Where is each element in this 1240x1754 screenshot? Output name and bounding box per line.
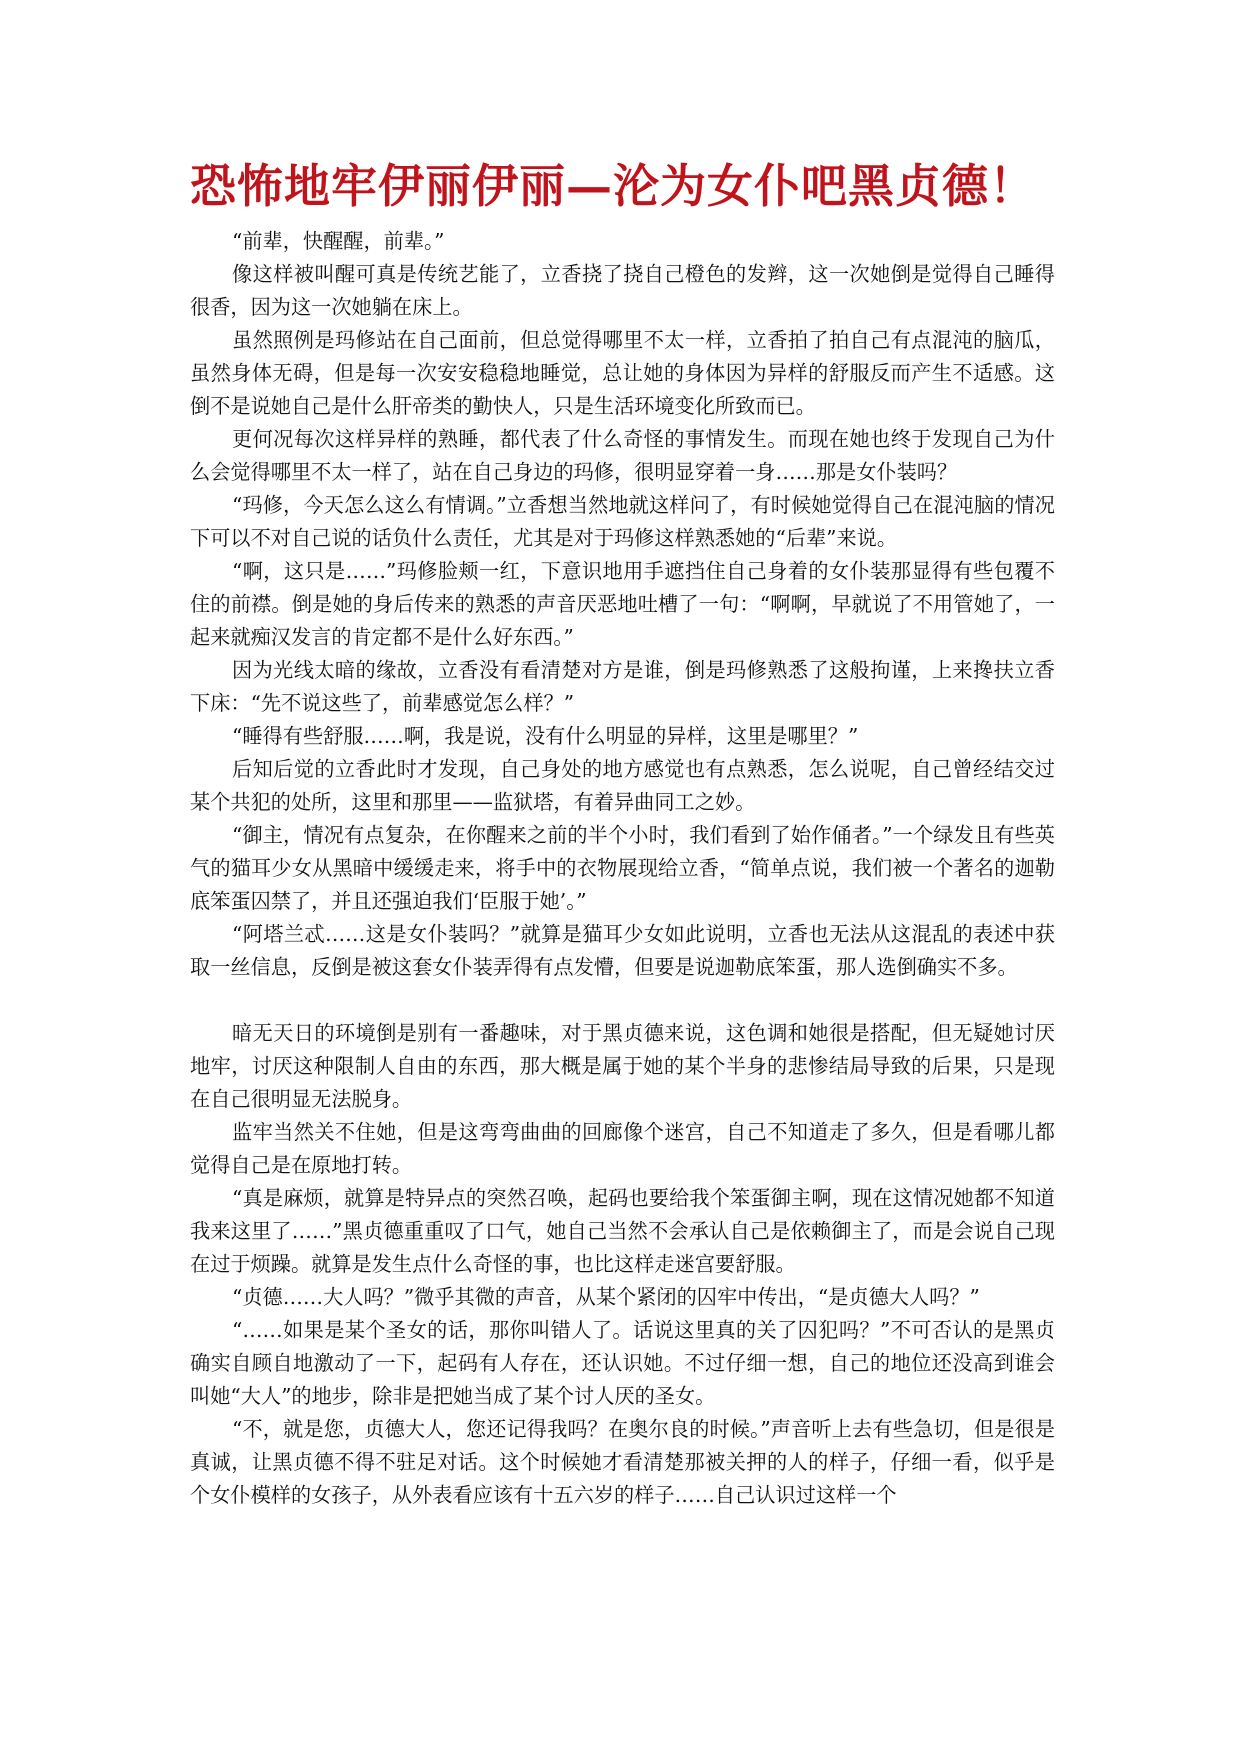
paragraph: “御主，情况有点复杂，在你醒来之前的半个小时，我们看到了始作俑者。”一个绿发且有些英气的猫耳少女从黑暗中缓缓走来，将手中的衣物展现给立香，“简单点说，我们被一个著名的迦勒底笨蛋囚禁了，并且还强迫我们‘臣服于她’。” <box>190 823 1055 913</box>
paragraph: 虽然照例是玛修站在自己面前，但总觉得哪里不太一样，立香拍了拍自己有点混沌的脑瓜，虽然身体无碍，但是每一次安安稳稳地睡觉，总让她的身体因为异样的舒服反而产生不适感。这倒不是说她自己是什么肝帝类的勤快人，只是生活环境变化所致而已。 <box>190 328 1055 418</box>
document-title: 恐怖地牢伊丽伊丽—沦为女仆吧黑贞德！ <box>190 159 1036 213</box>
paragraph: 像这样被叫醒可真是传统艺能了，立香挠了挠自己橙色的发辫，这一次她倒是觉得自己睡得很香，因为这一次她躺在床上。 <box>190 262 1055 319</box>
document-body <box>190 225 1055 1512</box>
paragraph: “玛修，今天怎么这么有情调。”立香想当然地就这样问了，有时候她觉得自己在混沌脑的情况下可以不对自己说的话负什么责任，尤其是对于玛修这样熟悉她的“后辈”来说。 <box>190 493 1055 550</box>
paragraph: “不，就是您，贞德大人，您还记得我吗？在奥尔良的时候。”声音听上去有些急切，但是很是真诚，让黑贞德不得不驻足对话。这个时候她才看清楚那被关押的人的样子，仔细一看，似乎是个女仆模样的女孩子，从外表看应该有十五六岁的样子……自己认识过这样一个 <box>190 1417 1055 1507</box>
paragraph: “真是麻烦，就算是特异点的突然召唤，起码也要给我个笨蛋御主啊，现在这情况她都不知道我来这里了……”黑贞德重重叹了口气，她自己当然不会承认自己是依赖御主了，而是会说自己现在过于烦躁。就算是发生点什么奇怪的事，也比这样走迷宫要舒服。 <box>190 1186 1055 1276</box>
paragraph: 后知后觉的立香此时才发现，自己身处的地方感觉也有点熟悉，怎么说呢，自己曾经结交过某个共犯的处所，这里和那里——监狱塔，有着异曲同工之妙。 <box>190 757 1055 814</box>
paragraph: 监牢当然关不住她，但是这弯弯曲曲的回廊像个迷宫，自己不知道走了多久，但是看哪儿都觉得自己是在原地打转。 <box>190 1120 1055 1177</box>
paragraph: “阿塔兰忒……这是女仆装吗？”就算是猫耳少女如此说明，立香也无法从这混乱的表述中获取一丝信息，反倒是被这套女仆装弄得有点发懵，但要是说迦勒底笨蛋，那人选倒确实不多。 <box>190 922 1055 979</box>
document-page <box>190 155 1055 1512</box>
paragraph: “贞德……大人吗？”微乎其微的声音，从某个紧闭的囚牢中传出，“是贞德大人吗？” <box>232 1285 980 1309</box>
paragraph: “前辈，快醒醒，前辈。” <box>232 229 445 253</box>
paragraph: “睡得有些舒服……啊，我是说，没有什么明显的异样，这里是哪里？” <box>232 724 859 748</box>
paragraph: “啊，这只是……”玛修脸颊一红，下意识地用手遮挡住自己身着的女仆装那显得有些包覆不住的前襟。倒是她的身后传来的熟悉的声音厌恶地吐槽了一句：“啊啊，早就说了不用管她了，一起来就痴汉发言的肯定都不是什么好东西。” <box>190 559 1055 649</box>
paragraph: 更何况每次这样异样的熟睡，都代表了什么奇怪的事情发生。而现在她也终于发现自己为什么会觉得哪里不太一样了，站在自己身边的玛修，很明显穿着一身……那是女仆装吗？ <box>190 427 1055 484</box>
paragraph: “……如果是某个圣女的话，那你叫错人了。话说这里真的关了囚犯吗？”不可否认的是黑贞确实自顾自地激动了一下，起码有人存在，还认识她。不过仔细一想，自己的地位还没高到谁会叫她“大人”的地步，除非是把她当成了某个讨人厌的圣女。 <box>190 1318 1055 1408</box>
paragraph: 因为光线太暗的缘故，立香没有看清楚对方是谁，倒是玛修熟悉了这般拘谨，上来搀扶立香下床：“先不说这些了，前辈感觉怎么样？” <box>190 658 1055 715</box>
paragraph: 暗无天日的环境倒是别有一番趣味，对于黑贞德来说，这色调和她很是搭配，但无疑她讨厌地牢，讨厌这种限制人自由的东西，那大概是属于她的某个半身的悲惨结局导致的后果，只是现在自己很明显无法脱身。 <box>190 1021 1055 1111</box>
